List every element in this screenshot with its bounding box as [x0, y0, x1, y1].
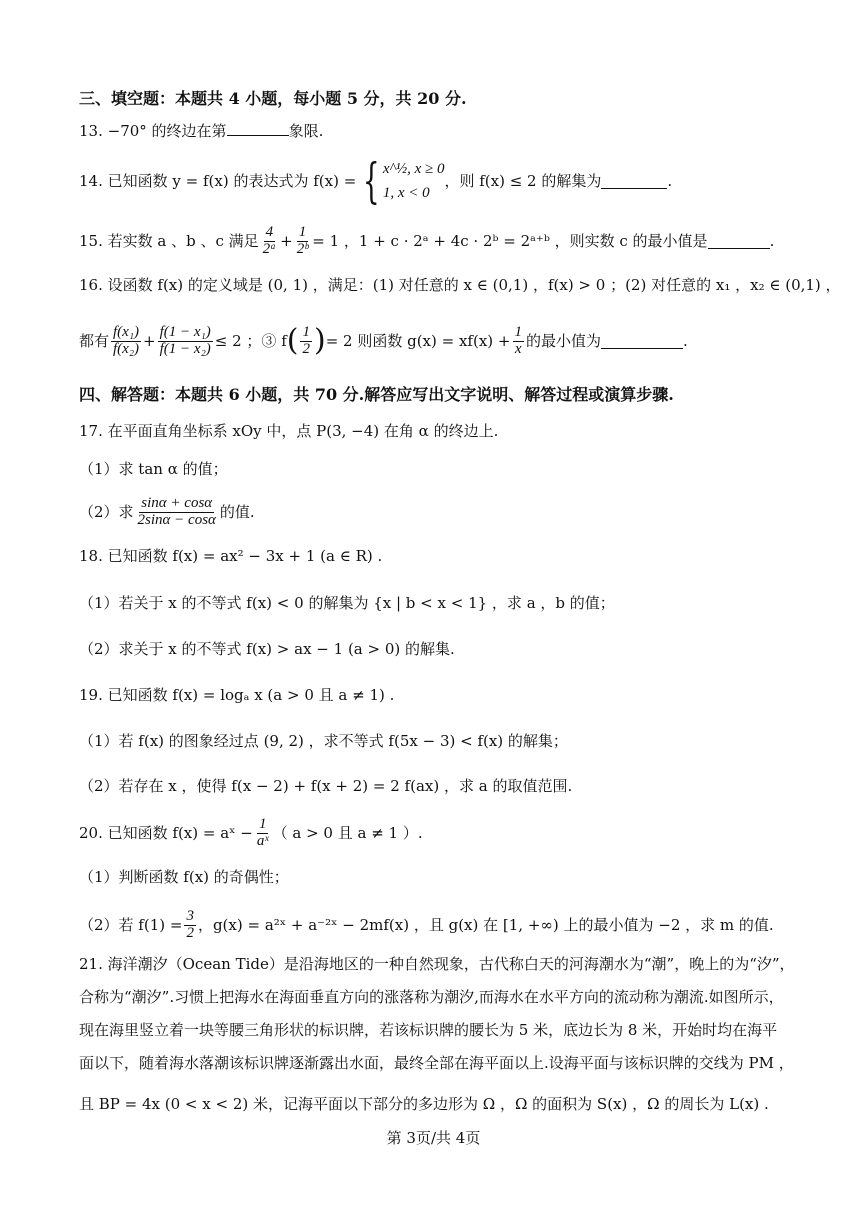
question-17-part-1: （1）求 tan α 的值；: [79, 460, 228, 478]
q17-2-prefix: （2）求: [79, 503, 134, 521]
q13-suffix: 象限.: [288, 122, 324, 140]
q15-text: 15. 若实数 a 、b 、c 满足: [79, 232, 259, 250]
question-20: [79, 810, 807, 856]
q17-2-suffix: 的值.: [219, 503, 255, 521]
question-21-line-1: 21. 海洋潮汐（Ocean Tide）是沿海地区的一种自然现象，古代称白天的河海潮水为“潮”，晚上的为“汐”，: [79, 955, 795, 973]
question-18-part-1: （1）若关于 x 的不等式 f(x) < 0 的解集为 {x | b < x < 1} ，求 a ，b 的值；: [79, 594, 615, 612]
piecewise-definition: [356, 153, 445, 209]
question-21-line-3: 现在海里竖立着一块等腰三角形状的标识牌，若该标识牌的腰长为 5 米，底边长为 8 米，开始时均在海平: [79, 1021, 778, 1039]
page-footer: 第 3页/共 4页: [386, 1129, 481, 1147]
q16-end: 的最小值为: [526, 332, 602, 350]
q13-text: 13. −70° 的终边在第: [79, 122, 227, 140]
question-21-line-2: 合称为“潮汐”.习惯上把海水在海面垂直方向的涨落称为潮汐,而海水在水平方向的流动称为潮流.如图所示，: [79, 988, 784, 1006]
question-15: 15. 若实数 a 、b 、c 满足 $\frac{4}{\text{2ᵃ}}$ + $\frac{1}{\text{2ᵇ}}$ = 1 ，1 + c · 2ᵃ + 4c · 2ᵇ = 2ᵃ⁺ᵇ ，则实数 c 的最小值是 .: [79, 223, 775, 257]
q20-2-prefix: （2）若 f(1) =: [79, 916, 183, 934]
q14-case-2: 1, x < 0: [382, 185, 430, 201]
question-19: 19. 已知函数 f(x) = logₐ x (a > 0 且 a ≠ 1) .: [79, 686, 395, 704]
brace-symbol: {: [363, 153, 380, 209]
q17-fraction: $\frac{\sin\alpha + \cos\alpha}{2\sin\alpha - \cos\alpha}$: [137, 494, 216, 528]
q15-fraction-2: $\frac{1}{\text{2ᵇ}}$: [296, 223, 309, 257]
q20-2-fraction: $\frac{3}{2}$: [186, 907, 194, 941]
question-16-line-1: 16. 设函数 f(x) 的定义域是 (0, 1) ，满足：(1) 对任意的 x ∈ (0,1) ，f(x) > 0 ；(2) 对任意的 x₁ ，x₂ ∈ (0,1) ，: [79, 276, 841, 294]
answer-blank: [601, 174, 667, 189]
q16-prefix: 都有: [79, 332, 110, 350]
q16-half-fraction: $\frac{1}{2}$: [302, 323, 310, 357]
question-20-part-1: （1）判断函数 f(x) 的奇偶性；: [79, 868, 289, 886]
question-14: 14. 已知函数 y = f(x) 的表达式为 f(x) = { x^½, x ≥ 0 1, x < 0 ，则 f(x) ≤ 2 的解集为 .: [79, 153, 673, 209]
answer-blank: [601, 334, 683, 349]
q20-fraction: $\frac{1}{\text{aˣ}}$: [256, 815, 269, 849]
q20-prefix: 20. 已知函数 f(x) = aˣ −: [79, 824, 253, 842]
q20-2-suffix: ，g(x) = a²ˣ + a⁻²ˣ − 2mf(x) ，且 g(x) 在 [1, +∞) 上的最小值为 −2 ，求 m 的值.: [197, 916, 774, 934]
question-17-part-2: [79, 490, 807, 534]
question-20-part-2: [79, 902, 807, 948]
q15-tail: = 1 ，1 + c · 2ᵃ + 4c · 2ᵇ = 2ᵃ⁺ᵇ ，则实数 c 的最小值是: [312, 232, 708, 250]
q16-middle-2: = 2 则函数 g(x) = xf(x) +: [325, 332, 511, 350]
question-18-part-2: （2）求关于 x 的不等式 f(x) > ax − 1 (a > 0) 的解集.: [79, 640, 455, 658]
q16-reciprocal-fraction: $\frac{1}{x}$: [514, 323, 522, 357]
section-3-title: 三、填空题：本题共 4 小题，每小题 5 分，共 20 分.: [79, 89, 467, 108]
q16-fraction-2: $\frac{\text{f(1 − x₁)}}{\text{f(1 − x₂)}}$: [159, 323, 211, 357]
q14-case-1: x^½, x ≥ 0: [382, 161, 445, 177]
q15-fraction-1: $\frac{4}{\text{2ᵃ}}$: [262, 223, 277, 257]
section-4-title: 四、解答题：本题共 6 小题，共 70 分.解答应写出文字说明、解答过程或演算步骤.: [79, 385, 674, 404]
q16-fraction-1: $\frac{\text{f(x₁)}}{\text{f(x₂)}}$: [113, 323, 140, 357]
question-21-line-5: 且 BP = 4x (0 < x < 2) 米，记海平面以下部分的多边形为 Ω ，Ω 的面积为 S(x) ，Ω 的周长为 L(x) .: [79, 1095, 769, 1113]
question-13: [79, 120, 807, 142]
q14-text: 14. 已知函数 y = f(x) 的表达式为 f(x) =: [79, 172, 357, 190]
answer-blank: [708, 234, 770, 249]
question-17: 17. 在平面直角坐标系 xOy 中，点 P(3, −4) 在角 α 的终边上.: [79, 422, 499, 440]
question-19-part-1: （1）若 f(x) 的图象经过点 (9, 2) ，求不等式 f(5x − 3) < f(x) 的解集；: [79, 732, 568, 750]
answer-blank: [227, 121, 289, 136]
q20-suffix: （ a > 0 且 a ≠ 1 ）.: [272, 824, 423, 842]
question-16-line-2: 都有 $\frac{\text{f(x₁)}}{\text{f(x₂)}}$ + $\frac{\text{f(1 − x₁)}}{\text{f(1 − x₂)}}$ ≤ 2 ；③ f ( $\frac{1}{2}$ ) = 2 则函数 g(x) = xf(x) + $\frac{1}{x}$ 的最小值为 .: [79, 323, 688, 358]
q14-tail: ，则 f(x) ≤ 2 的解集为: [444, 172, 602, 190]
question-19-part-2: （2）若存在 x ，使得 f(x − 2) + f(x + 2) = 2 f(ax) ，求 a 的取值范围.: [79, 777, 573, 795]
question-18: 18. 已知函数 f(x) = ax² − 3x + 1 (a ∈ R) .: [79, 547, 383, 565]
plus-sign: +: [280, 232, 293, 250]
question-21-line-4: 面以下，随着海水落潮该标识牌逐渐露出水面，最终全部在海平面以上.设海平面与该标识牌的交线为 PM ，: [79, 1054, 794, 1072]
q16-middle: ≤ 2 ；③ f: [214, 332, 287, 350]
